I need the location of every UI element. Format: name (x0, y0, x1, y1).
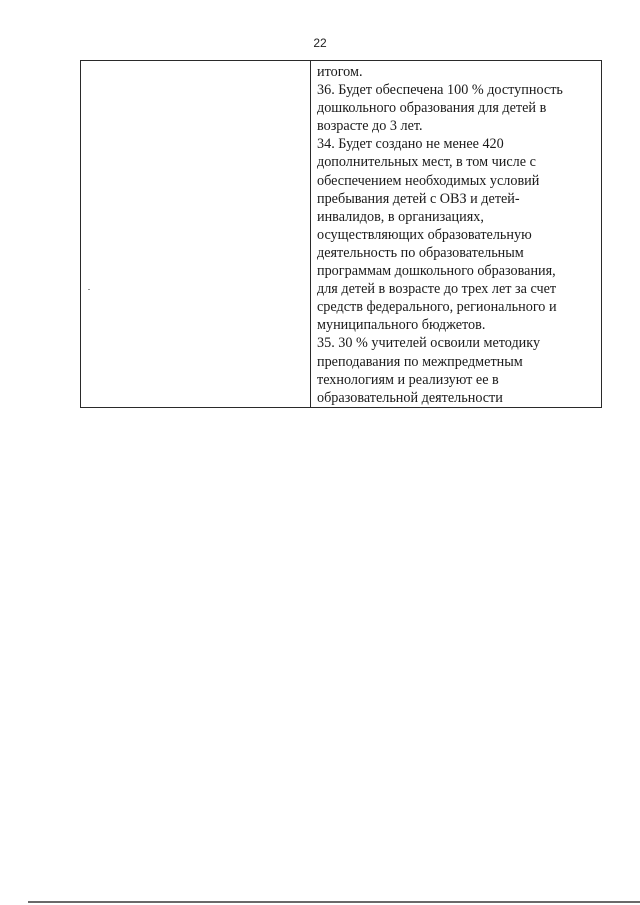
text-line: осуществляющих образовательную (317, 226, 532, 243)
text-line: средств федерального, регионального и (317, 299, 557, 316)
text-line: муниципального бюджетов. (317, 317, 486, 334)
text-line: возрасте до 3 лет. (317, 118, 423, 135)
text-line: обеспечением необходимых условий (317, 172, 540, 189)
scan-artifact (88, 289, 90, 290)
text-line: технологиям и реализуют ее в (317, 371, 499, 388)
table-row (81, 61, 602, 408)
text-line: 36. Будет обеспечена 100 % доступность (317, 82, 563, 99)
text-line: 34. Будет создано не менее 420 (317, 136, 504, 153)
text-line: деятельность по образовательным (317, 244, 524, 261)
page-bottom-edge (28, 901, 640, 903)
table-cell-right (311, 61, 602, 408)
page-number: 22 (313, 36, 327, 50)
text-line: образовательной деятельности (317, 389, 503, 406)
table-cell-left (81, 61, 311, 408)
document-table (80, 60, 602, 408)
left-cell-text (81, 61, 310, 63)
text-line: программам дошкольного образования, (317, 263, 556, 280)
text-line: 35. 30 % учителей освоили методику (317, 335, 541, 352)
text-line: дошкольного образования для детей в (317, 100, 547, 117)
text-line: преподавания по межпредметным (317, 353, 523, 370)
text-line: пребывания детей с ОВЗ и детей- (317, 190, 520, 207)
text-line: инвалидов, в организациях, (317, 208, 484, 225)
text-line: дополнительных мест, в том числе с (317, 154, 536, 171)
text-line: для детей в возрасте до трех лет за счет (317, 281, 557, 298)
right-cell-text (311, 61, 601, 407)
text-line: итогом. (317, 64, 363, 80)
